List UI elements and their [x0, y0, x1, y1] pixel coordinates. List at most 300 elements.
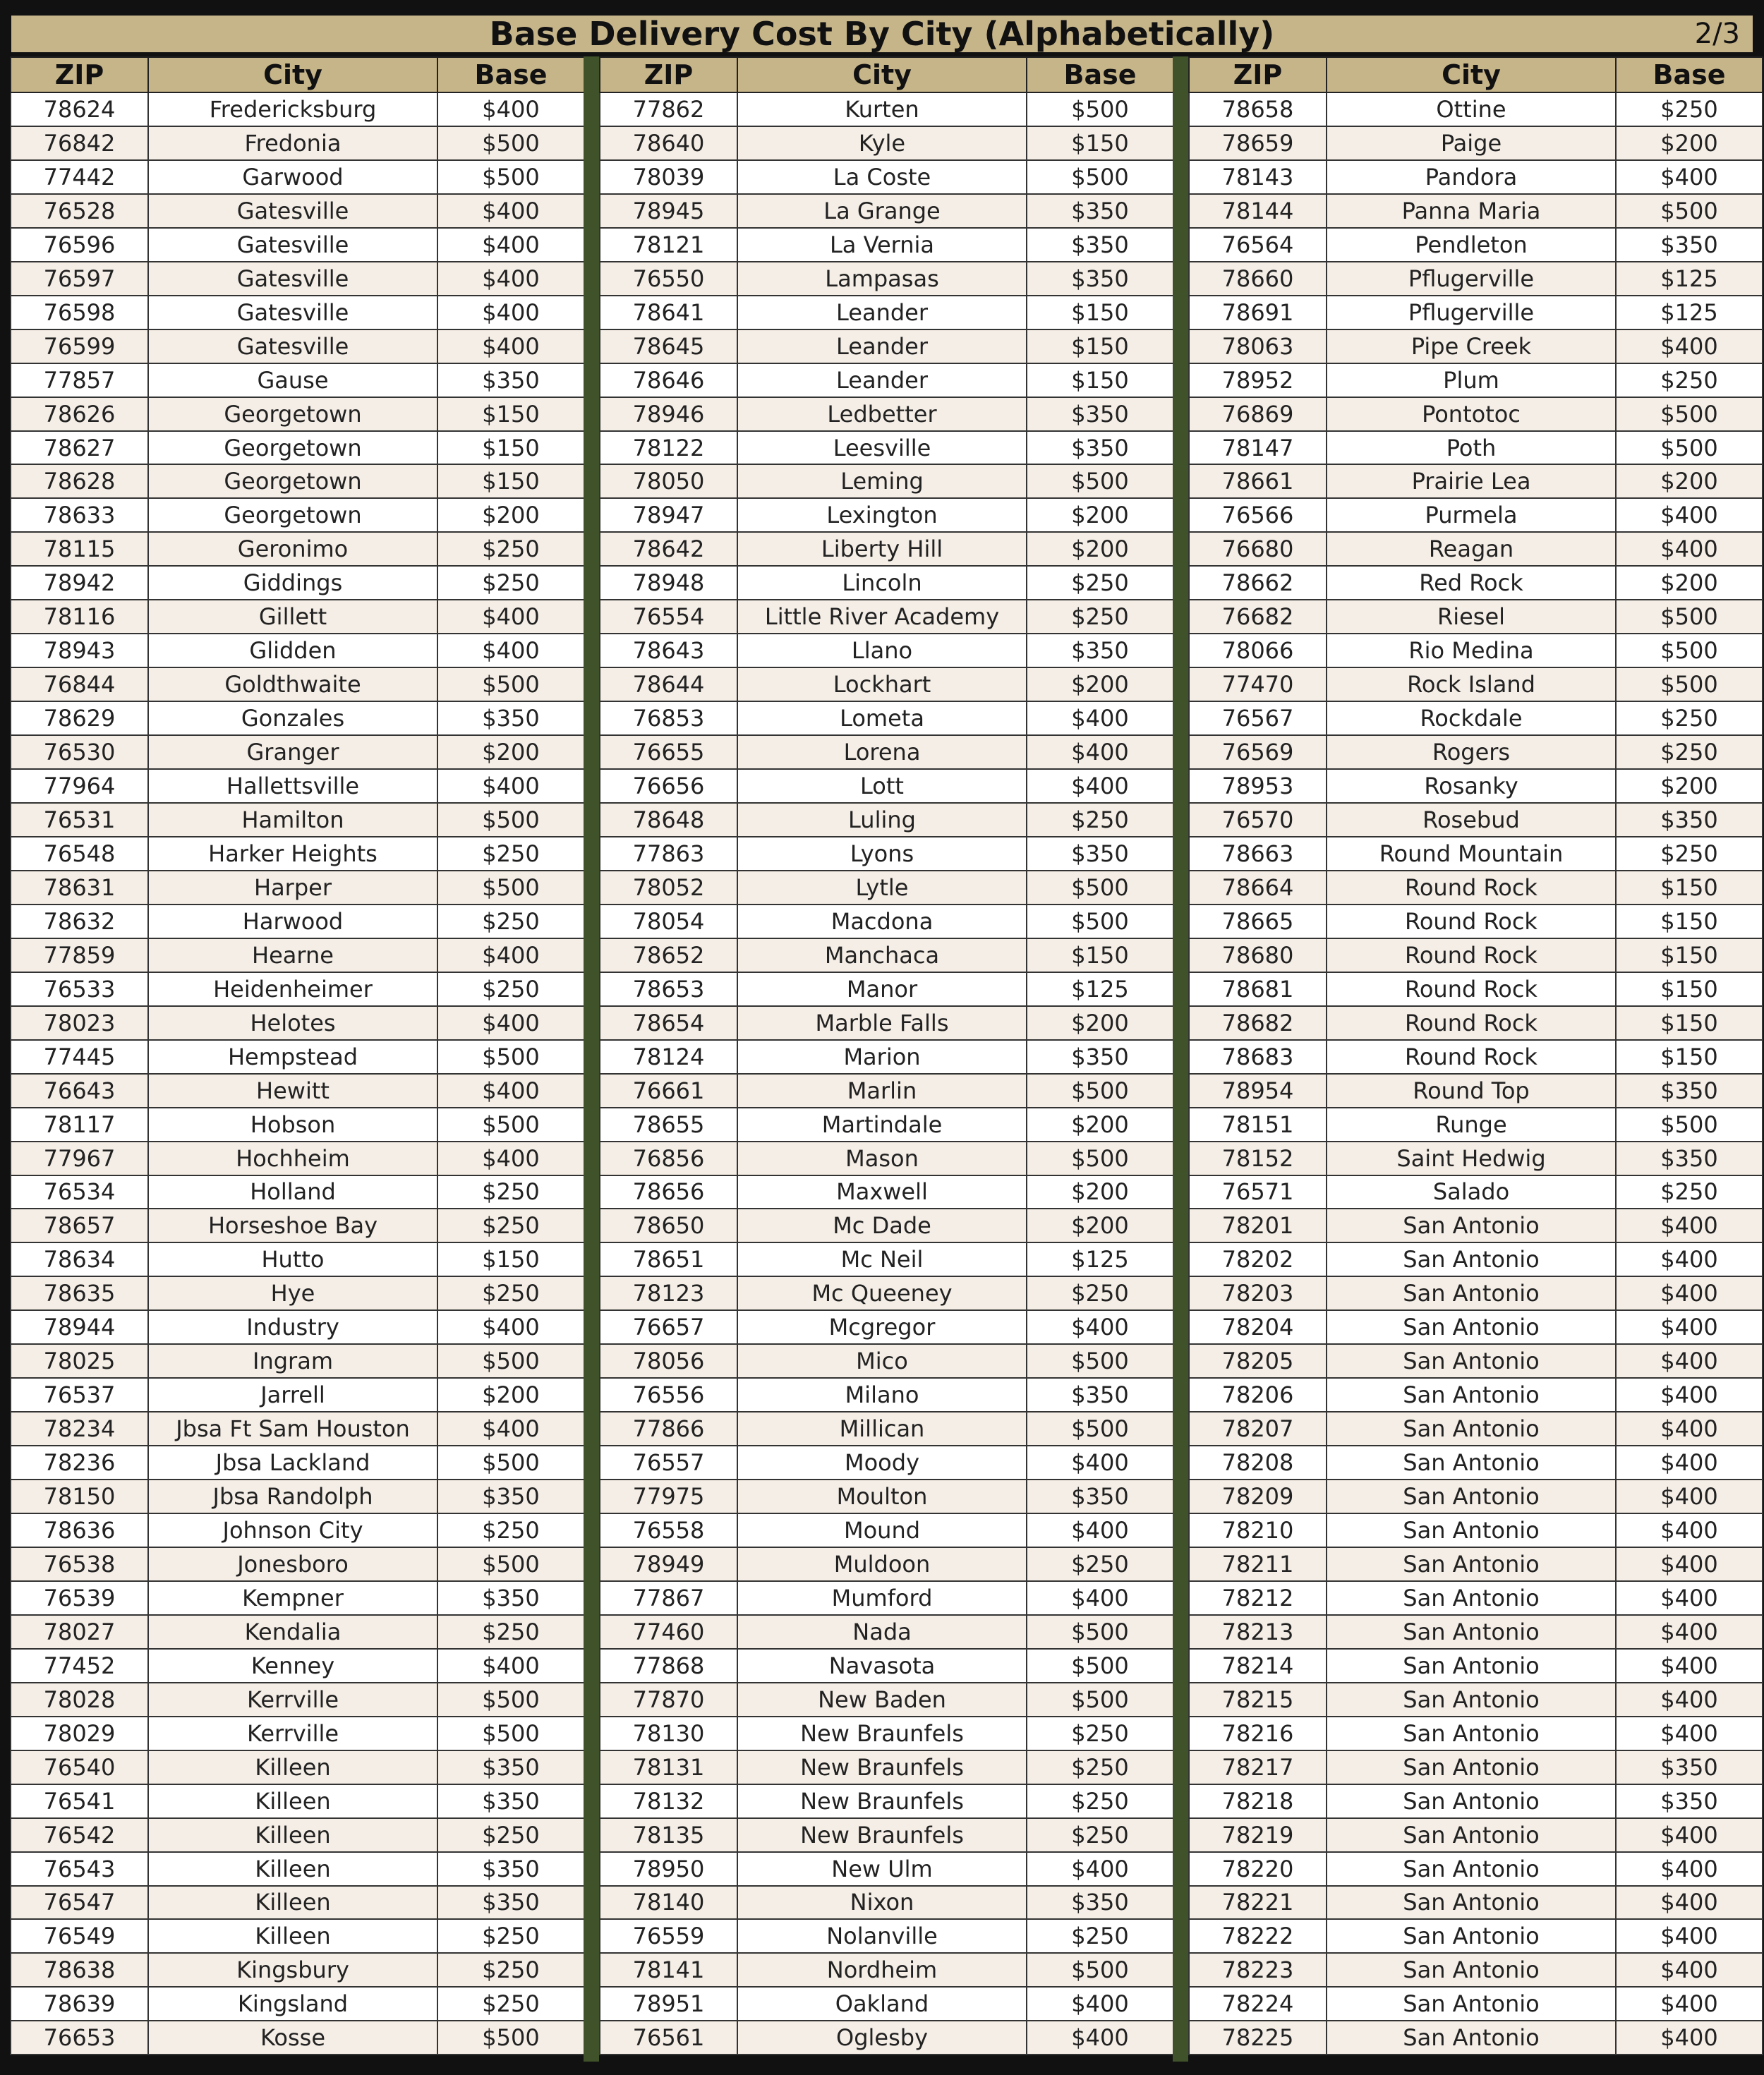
table-row — [11, 1242, 584, 1276]
city-cell: Mound — [737, 1513, 1027, 1547]
zip-cell: 76853 — [600, 701, 737, 735]
city-cell: New Baden — [737, 1683, 1027, 1717]
city-cell: Rosebud — [1327, 803, 1616, 837]
zip-cell: 78951 — [600, 1987, 737, 2021]
city-cell: Pflugerville — [1327, 296, 1616, 329]
base-cost-cell: $500 — [1027, 1649, 1173, 1683]
table-row — [1189, 1547, 1763, 1581]
base-cost-cell: $250 — [1027, 600, 1173, 634]
city-cell: Jbsa Ft Sam Houston — [148, 1412, 437, 1446]
base-cost-cell: $400 — [1027, 1310, 1173, 1344]
base-cost-cell: $150 — [437, 464, 584, 498]
zip-cell: 78135 — [600, 1818, 737, 1852]
base-cost-cell: $500 — [1027, 871, 1173, 905]
base-cost-cell: $350 — [1027, 228, 1173, 262]
zip-cell: 77975 — [600, 1480, 737, 1513]
zip-cell: 76558 — [600, 1513, 737, 1547]
table-row — [600, 2021, 1173, 2055]
zip-cell: 76596 — [11, 228, 148, 262]
base-cost-cell: $200 — [1027, 667, 1173, 701]
base-cost-cell: $400 — [437, 634, 584, 667]
table-row — [600, 1750, 1173, 1784]
city-cell: Oglesby — [737, 2021, 1027, 2055]
zip-cell: 77967 — [11, 1142, 148, 1175]
base-cost-cell: $400 — [1616, 160, 1763, 194]
base-cost-cell: $500 — [1027, 1615, 1173, 1649]
column-header-zip: ZIP — [600, 57, 737, 92]
table-row — [1189, 397, 1763, 431]
table-row — [600, 92, 1173, 126]
city-cell: Runge — [1327, 1108, 1616, 1142]
zip-cell: 78641 — [600, 296, 737, 329]
zip-cell: 78943 — [11, 634, 148, 667]
city-cell: Pandora — [1327, 160, 1616, 194]
table-row — [11, 871, 584, 905]
city-cell: San Antonio — [1327, 1547, 1616, 1581]
zip-cell: 78653 — [600, 972, 737, 1006]
city-cell: Killeen — [148, 1818, 437, 1852]
table-row — [1189, 1919, 1763, 1953]
zip-cell: 78661 — [1189, 464, 1327, 498]
table-row — [1189, 262, 1763, 296]
column-divider — [1173, 56, 1188, 2062]
table-row — [600, 566, 1173, 600]
zip-cell: 78654 — [600, 1006, 737, 1040]
zip-cell: 78640 — [600, 126, 737, 160]
table-row — [600, 194, 1173, 228]
delivery-cost-table — [599, 56, 1174, 2055]
base-cost-cell: $400 — [1616, 1919, 1763, 1953]
city-cell: Round Rock — [1327, 938, 1616, 972]
table-row — [11, 329, 584, 363]
table-row — [600, 1378, 1173, 1412]
city-cell: Ottine — [1327, 92, 1616, 126]
table-row — [11, 1175, 584, 1209]
city-cell: San Antonio — [1327, 1784, 1616, 1818]
city-cell: Nixon — [737, 1886, 1027, 1920]
zip-cell: 76542 — [11, 1818, 148, 1852]
city-cell: Ledbetter — [737, 397, 1027, 431]
city-cell: Muldoon — [737, 1547, 1027, 1581]
zip-cell: 78123 — [600, 1276, 737, 1310]
base-cost-cell: $500 — [1616, 634, 1763, 667]
city-cell: New Braunfels — [737, 1750, 1027, 1784]
city-cell: Mcgregor — [737, 1310, 1027, 1344]
table-row — [1189, 1142, 1763, 1175]
base-cost-cell: $400 — [437, 194, 584, 228]
zip-cell: 78628 — [11, 464, 148, 498]
city-cell: Killeen — [148, 1886, 437, 1920]
city-cell: Leander — [737, 363, 1027, 397]
zip-cell: 78954 — [1189, 1074, 1327, 1108]
city-cell: Kendalia — [148, 1615, 437, 1649]
city-cell: San Antonio — [1327, 1886, 1616, 1920]
table-row — [11, 92, 584, 126]
city-cell: Round Rock — [1327, 1040, 1616, 1074]
city-cell: Garwood — [148, 160, 437, 194]
city-cell: Leander — [737, 329, 1027, 363]
table-row — [1189, 431, 1763, 465]
zip-cell: 78944 — [11, 1310, 148, 1344]
city-cell: Lorena — [737, 735, 1027, 769]
table-row — [600, 397, 1173, 431]
table-row — [600, 1886, 1173, 1920]
base-cost-cell: $250 — [437, 837, 584, 871]
base-cost-cell: $350 — [1027, 1480, 1173, 1513]
table-row — [11, 296, 584, 329]
base-cost-cell: $500 — [1027, 1683, 1173, 1717]
table-row — [1189, 1683, 1763, 1717]
zip-cell: 78683 — [1189, 1040, 1327, 1074]
table-row — [11, 735, 584, 769]
table-row — [11, 1378, 584, 1412]
table-row — [1189, 1953, 1763, 1987]
zip-cell: 78948 — [600, 566, 737, 600]
base-cost-cell: $150 — [1027, 126, 1173, 160]
base-cost-cell: $500 — [437, 871, 584, 905]
base-cost-cell: $150 — [1027, 296, 1173, 329]
base-cost-cell: $350 — [1027, 1040, 1173, 1074]
zip-cell: 78204 — [1189, 1310, 1327, 1344]
city-cell: Johnson City — [148, 1513, 437, 1547]
column-header-zip: ZIP — [1189, 57, 1327, 92]
city-cell: Kerrville — [148, 1717, 437, 1750]
city-cell: New Braunfels — [737, 1717, 1027, 1750]
city-cell: Nordheim — [737, 1953, 1027, 1987]
zip-cell: 78665 — [1189, 905, 1327, 938]
base-cost-cell: $500 — [1616, 1108, 1763, 1142]
zip-cell: 78953 — [1189, 769, 1327, 803]
base-cost-cell: $125 — [1616, 296, 1763, 329]
city-cell: San Antonio — [1327, 1649, 1616, 1683]
base-cost-cell: $350 — [1027, 1886, 1173, 1920]
zip-cell: 78130 — [600, 1717, 737, 1750]
base-cost-cell: $150 — [1616, 905, 1763, 938]
table-row — [1189, 1987, 1763, 2021]
table-row — [600, 1446, 1173, 1480]
table-row — [600, 1784, 1173, 1818]
table-row — [1189, 1852, 1763, 1886]
table-row — [11, 1142, 584, 1175]
base-cost-cell: $400 — [1027, 2021, 1173, 2055]
table-row — [1189, 532, 1763, 566]
base-cost-cell: $400 — [1616, 1513, 1763, 1547]
base-cost-cell: $250 — [437, 1615, 584, 1649]
zip-cell: 78028 — [11, 1683, 148, 1717]
base-cost-cell: $500 — [437, 1446, 584, 1480]
table-row — [11, 1581, 584, 1615]
zip-cell: 78236 — [11, 1446, 148, 1480]
city-cell: San Antonio — [1327, 1683, 1616, 1717]
table-row — [600, 837, 1173, 871]
zip-cell: 78056 — [600, 1344, 737, 1378]
city-cell: Lometa — [737, 701, 1027, 735]
zip-cell: 77859 — [11, 938, 148, 972]
city-cell: Round Rock — [1327, 1006, 1616, 1040]
table-row — [1189, 296, 1763, 329]
city-cell: San Antonio — [1327, 1919, 1616, 1953]
zip-cell: 78206 — [1189, 1378, 1327, 1412]
city-cell: Killeen — [148, 1919, 437, 1953]
zip-cell: 78066 — [1189, 634, 1327, 667]
zip-cell: 76554 — [600, 600, 737, 634]
base-cost-cell: $350 — [1027, 431, 1173, 465]
table-row — [11, 1310, 584, 1344]
table-row — [1189, 160, 1763, 194]
table-row — [11, 1276, 584, 1310]
base-cost-cell: $125 — [1027, 972, 1173, 1006]
table-row — [1189, 600, 1763, 634]
city-cell: Giddings — [148, 566, 437, 600]
table-row — [600, 634, 1173, 667]
base-cost-cell: $350 — [437, 363, 584, 397]
base-cost-cell: $400 — [437, 329, 584, 363]
table-row — [11, 938, 584, 972]
base-cost-cell: $350 — [1616, 803, 1763, 837]
base-cost-cell: $200 — [1027, 1108, 1173, 1142]
base-cost-cell: $150 — [437, 397, 584, 431]
zip-cell: 76539 — [11, 1581, 148, 1615]
table-row — [11, 1886, 584, 1920]
zip-cell: 78634 — [11, 1242, 148, 1276]
base-cost-cell: $200 — [437, 735, 584, 769]
zip-cell: 77867 — [600, 1581, 737, 1615]
city-cell: New Ulm — [737, 1852, 1027, 1886]
zip-cell: 76869 — [1189, 397, 1327, 431]
city-cell: Leander — [737, 296, 1027, 329]
table-row — [11, 194, 584, 228]
table-row — [600, 1480, 1173, 1513]
zip-cell: 76561 — [600, 2021, 737, 2055]
city-cell: Rio Medina — [1327, 634, 1616, 667]
base-cost-cell: $400 — [1616, 1209, 1763, 1242]
base-cost-cell: $400 — [1616, 1717, 1763, 1750]
zip-cell: 78633 — [11, 498, 148, 532]
table-row — [600, 464, 1173, 498]
base-cost-cell: $400 — [1616, 1344, 1763, 1378]
city-cell: Little River Academy — [737, 600, 1027, 634]
table-row — [600, 871, 1173, 905]
table-panel-3 — [1188, 56, 1763, 2055]
city-cell: San Antonio — [1327, 1412, 1616, 1446]
base-cost-cell: $500 — [1027, 160, 1173, 194]
city-cell: Georgetown — [148, 464, 437, 498]
city-cell: Harper — [148, 871, 437, 905]
zip-cell: 76571 — [1189, 1175, 1327, 1209]
table-row — [1189, 228, 1763, 262]
zip-cell: 76537 — [11, 1378, 148, 1412]
table-row — [1189, 126, 1763, 160]
city-cell: Milano — [737, 1378, 1027, 1412]
city-cell: Marlin — [737, 1074, 1027, 1108]
zip-cell: 78115 — [11, 532, 148, 566]
zip-cell: 78234 — [11, 1412, 148, 1446]
base-cost-cell: $400 — [1616, 1987, 1763, 2021]
zip-cell: 76557 — [600, 1446, 737, 1480]
city-cell: Kurten — [737, 92, 1027, 126]
zip-cell: 77866 — [600, 1412, 737, 1446]
base-cost-cell: $500 — [437, 2021, 584, 2055]
zip-cell: 76543 — [11, 1852, 148, 1886]
table-panel-2 — [599, 56, 1174, 2055]
zip-cell: 78645 — [600, 329, 737, 363]
table-row — [11, 1919, 584, 1953]
zip-cell: 78632 — [11, 905, 148, 938]
zip-cell: 78952 — [1189, 363, 1327, 397]
zip-cell: 78946 — [600, 397, 737, 431]
city-cell: Hobson — [148, 1108, 437, 1142]
table-row — [1189, 803, 1763, 837]
city-cell: Rogers — [1327, 735, 1616, 769]
zip-cell: 76534 — [11, 1175, 148, 1209]
zip-cell: 78659 — [1189, 126, 1327, 160]
city-cell: Gillett — [148, 600, 437, 634]
table-row — [600, 262, 1173, 296]
base-cost-cell: $350 — [1616, 228, 1763, 262]
zip-cell: 78211 — [1189, 1547, 1327, 1581]
table-row — [1189, 1818, 1763, 1852]
table-row — [600, 228, 1173, 262]
table-row — [11, 1953, 584, 1987]
base-cost-cell: $400 — [1616, 329, 1763, 363]
table-row — [11, 532, 584, 566]
city-cell: Hamilton — [148, 803, 437, 837]
base-cost-cell: $350 — [437, 1750, 584, 1784]
base-cost-cell: $250 — [1027, 566, 1173, 600]
base-cost-cell: $350 — [1027, 397, 1173, 431]
base-cost-cell: $400 — [1616, 1446, 1763, 1480]
table-row — [11, 1040, 584, 1074]
table-row — [1189, 1717, 1763, 1750]
base-cost-cell: $400 — [437, 296, 584, 329]
base-cost-cell: $250 — [437, 1513, 584, 1547]
zip-cell: 78220 — [1189, 1852, 1327, 1886]
city-cell: La Coste — [737, 160, 1027, 194]
base-cost-cell: $350 — [1616, 1750, 1763, 1784]
base-cost-cell: $350 — [1027, 194, 1173, 228]
base-cost-cell: $500 — [437, 160, 584, 194]
city-cell: Mumford — [737, 1581, 1027, 1615]
table-row — [600, 1649, 1173, 1683]
table-row — [600, 1175, 1173, 1209]
city-cell: San Antonio — [1327, 1750, 1616, 1784]
zip-cell: 76556 — [600, 1378, 737, 1412]
zip-cell: 76570 — [1189, 803, 1327, 837]
base-cost-cell: $250 — [1616, 735, 1763, 769]
base-cost-cell: $500 — [1027, 92, 1173, 126]
base-cost-cell: $350 — [437, 701, 584, 735]
base-cost-cell: $400 — [1616, 498, 1763, 532]
zip-cell: 78131 — [600, 1750, 737, 1784]
base-cost-cell: $400 — [1616, 1378, 1763, 1412]
base-cost-cell: $150 — [1616, 972, 1763, 1006]
zip-cell: 78140 — [600, 1886, 737, 1920]
city-cell: Killeen — [148, 1784, 437, 1818]
city-cell: Killeen — [148, 1852, 437, 1886]
zip-cell: 76538 — [11, 1547, 148, 1581]
base-cost-cell: $200 — [1027, 498, 1173, 532]
table-row — [1189, 1615, 1763, 1649]
city-cell: Lexington — [737, 498, 1027, 532]
zip-cell: 76547 — [11, 1886, 148, 1920]
zip-cell: 78117 — [11, 1108, 148, 1142]
table-row — [1189, 871, 1763, 905]
zip-cell: 78039 — [600, 160, 737, 194]
column-header-city: City — [737, 57, 1027, 92]
table-row — [600, 1006, 1173, 1040]
base-cost-cell: $200 — [1027, 532, 1173, 566]
base-cost-cell: $250 — [1027, 1919, 1173, 1953]
city-cell: La Grange — [737, 194, 1027, 228]
base-cost-cell: $400 — [1027, 1987, 1173, 2021]
city-cell: Jonesboro — [148, 1547, 437, 1581]
table-row — [1189, 735, 1763, 769]
base-cost-cell: $500 — [437, 667, 584, 701]
table-row — [11, 1446, 584, 1480]
city-cell: Kosse — [148, 2021, 437, 2055]
zip-cell: 76541 — [11, 1784, 148, 1818]
city-cell: Kyle — [737, 126, 1027, 160]
zip-cell: 78116 — [11, 600, 148, 634]
city-cell: Fredericksburg — [148, 92, 437, 126]
zip-cell: 78662 — [1189, 566, 1327, 600]
zip-cell: 78124 — [600, 1040, 737, 1074]
base-cost-cell: $400 — [437, 600, 584, 634]
base-cost-cell: $250 — [437, 1919, 584, 1953]
zip-cell: 78655 — [600, 1108, 737, 1142]
table-row — [1189, 1310, 1763, 1344]
city-cell: Lyons — [737, 837, 1027, 871]
zip-cell: 78624 — [11, 92, 148, 126]
city-cell: Manchaca — [737, 938, 1027, 972]
table-row — [11, 1547, 584, 1581]
city-cell: Saint Hedwig — [1327, 1142, 1616, 1175]
zip-cell: 76599 — [11, 329, 148, 363]
title-bar — [10, 14, 1754, 54]
base-cost-cell: $350 — [1027, 634, 1173, 667]
zip-cell: 78202 — [1189, 1242, 1327, 1276]
city-cell: Martindale — [737, 1108, 1027, 1142]
table-row — [11, 566, 584, 600]
table-row — [11, 1784, 584, 1818]
base-cost-cell: $400 — [437, 262, 584, 296]
delivery-cost-table — [1188, 56, 1763, 2055]
base-cost-cell: $250 — [1027, 1717, 1173, 1750]
base-cost-cell: $400 — [1616, 1480, 1763, 1513]
table-row — [600, 938, 1173, 972]
zip-cell: 76842 — [11, 126, 148, 160]
zip-cell: 78638 — [11, 1953, 148, 1987]
city-cell: Luling — [737, 803, 1027, 837]
city-cell: Round Top — [1327, 1074, 1616, 1108]
base-cost-cell: $400 — [1616, 532, 1763, 566]
base-cost-cell: $150 — [1616, 938, 1763, 972]
table-row — [11, 363, 584, 397]
zip-cell: 78642 — [600, 532, 737, 566]
city-cell: Salado — [1327, 1175, 1616, 1209]
zip-cell: 78152 — [1189, 1142, 1327, 1175]
zip-cell: 78054 — [600, 905, 737, 938]
base-cost-cell: $250 — [437, 1175, 584, 1209]
city-cell: Rosanky — [1327, 769, 1616, 803]
zip-cell: 76597 — [11, 262, 148, 296]
base-cost-cell: $500 — [1027, 1142, 1173, 1175]
city-cell: Kempner — [148, 1581, 437, 1615]
zip-cell: 76550 — [600, 262, 737, 296]
table-row — [600, 1310, 1173, 1344]
zip-cell: 77445 — [11, 1040, 148, 1074]
table-row — [600, 1276, 1173, 1310]
